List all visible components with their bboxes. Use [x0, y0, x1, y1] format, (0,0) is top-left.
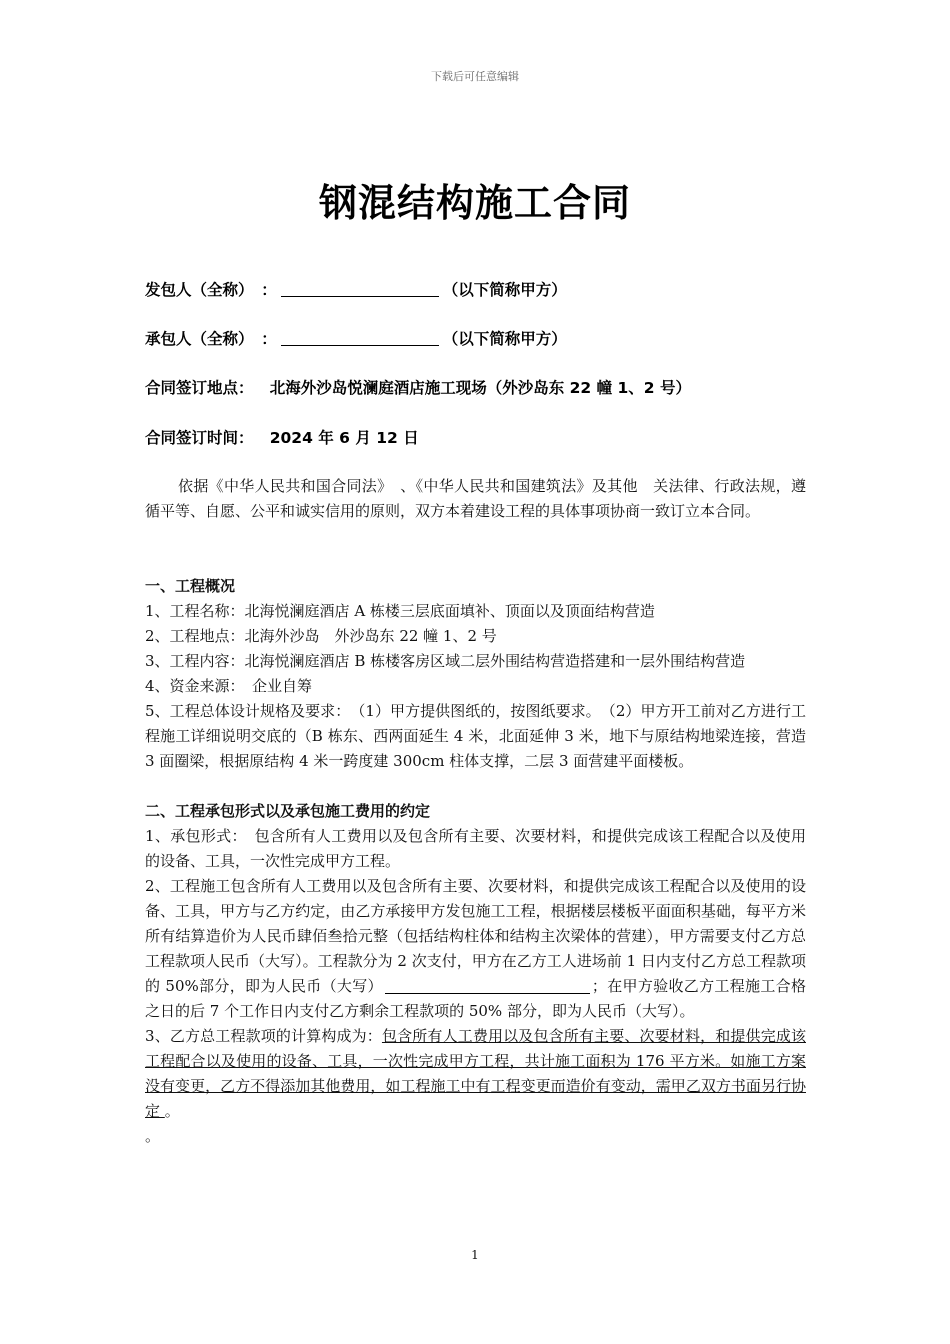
page-number: 1	[471, 1248, 479, 1262]
section1-item3: 3、工程内容：北海悦澜庭酒店 B 栋楼客房区域二层外围结构营造搭建和一层外围结构营造	[145, 652, 746, 670]
section2-item2	[145, 874, 806, 1024]
section2-item3-underlined: 包含所有人工费用以及包含所有主要、次要材料，和提供完成该工程配合以及使用的设备、工具，一次性完成甲方工程，共计施工面积为 176 平方米。如施工方案没有变更，乙方不得添加其他费用，如工程施工中有工程变更而造价有变动，需甲乙双方书面另行协定	[145, 1027, 806, 1120]
contractor-field	[145, 327, 567, 349]
section2-item3	[145, 1024, 806, 1124]
section2-item1: 1、承包形式： 包含所有人工费用以及包含所有主要、次要材料，和提供完成该工程配合以及使用的设备、工具，一次性完成甲方工程。	[145, 827, 806, 870]
signing-place-value: 北海外沙岛悦澜庭酒店施工现场（外沙岛东 22 幢 1、2 号）	[269, 379, 691, 397]
section1-item5: 5、工程总体设计规格及要求： （1）甲方提供图纸的，按图纸要求。 （2）甲方开工前对乙方进行工程施工详细说明交底的（B 栋东、西两面延生 4 米，北面延伸 3 米，地下与原结构地梁连接，营造 3 面圈梁，根据原结构 4 米一跨度建 300cm 柱体支撑，二层 3 面营建平面楼板。	[145, 702, 806, 770]
employer-blank	[281, 281, 439, 297]
signing-date-label: 合同签订时间：	[145, 429, 254, 447]
section1-heading: 一、工程概况	[145, 577, 236, 595]
signing-place-label: 合同签订地点：	[145, 379, 254, 397]
section1-item4: 4、资金来源： 企业自筹	[145, 677, 313, 695]
section2-item2-part4: 。	[679, 1002, 695, 1020]
contractor-suffix: （以下简称甲方）	[442, 330, 567, 348]
signing-date-value: 2024 年 6 月 12 日	[269, 429, 419, 447]
contract-body	[145, 574, 806, 1149]
section2-item3-prefix: 3、乙方总工程款项的计算构成为：	[145, 1027, 382, 1045]
section2-item2-part3: ；在甲方验收乙方工程施工合格之日的后 7 个工作日内支付乙方剩余工程款项的 50% 部分，即为人民币（大写）	[145, 977, 806, 1020]
employer-suffix: （以下简称甲方）	[442, 281, 567, 299]
trailing-mark: 。	[145, 1127, 161, 1145]
section2-item2-part1: 2、工程施工包含所有人工费用以及包含所有主要、次要材料，和提供完成该工程配合以及使用的设备、工具，甲方与乙方约定，由乙方承接甲方发包施工工程，根据楼层楼板平面面积基础，每平方米所有结算造价为人民币肆佰叁拾元整（包括结构柱体和结构主次梁体的营建），甲方需要支付乙方总工程款项人民币（大写）	[145, 877, 806, 970]
section2-item3-tail: 。	[164, 1102, 180, 1120]
contractor-blank	[281, 330, 439, 346]
payment-first-blank	[385, 977, 590, 994]
section1-item1: 1、工程名称：北海悦澜庭酒店 A 栋楼三层底面填补、顶面以及顶面结构营造	[145, 602, 655, 620]
header-note: 下载后可任意编辑	[431, 70, 519, 83]
spacer	[145, 774, 806, 799]
intro-paragraph: 依据《中华人民共和国合同法》 、《中华人民共和国建筑法》及其他 关法律、行政法规，遵循平等、自愿、公平和诚实信用的原则，双方本着建设工程的具体事项协商一致订立本合同。	[145, 477, 806, 520]
employer-field	[145, 278, 567, 300]
section2-heading: 二、工程承包形式以及承包施工费用的约定	[145, 802, 431, 820]
signing-place-field	[145, 376, 691, 398]
signing-date-field	[145, 426, 419, 448]
section2-item2-part2: 。工程款分为 2 次支付，甲方在乙方工人进场前 1 日内支付乙方总工程款项的 50%部分，即为人民币（大写）	[145, 952, 806, 995]
employer-label: 发包人（全称） ：	[145, 281, 277, 299]
contractor-label: 承包人（全称） ：	[145, 330, 277, 348]
section1-item2: 2、工程地点：北海外沙岛 外沙岛东 22 幢 1、2 号	[145, 627, 497, 645]
document-title: 钢混结构施工合同	[318, 181, 631, 225]
